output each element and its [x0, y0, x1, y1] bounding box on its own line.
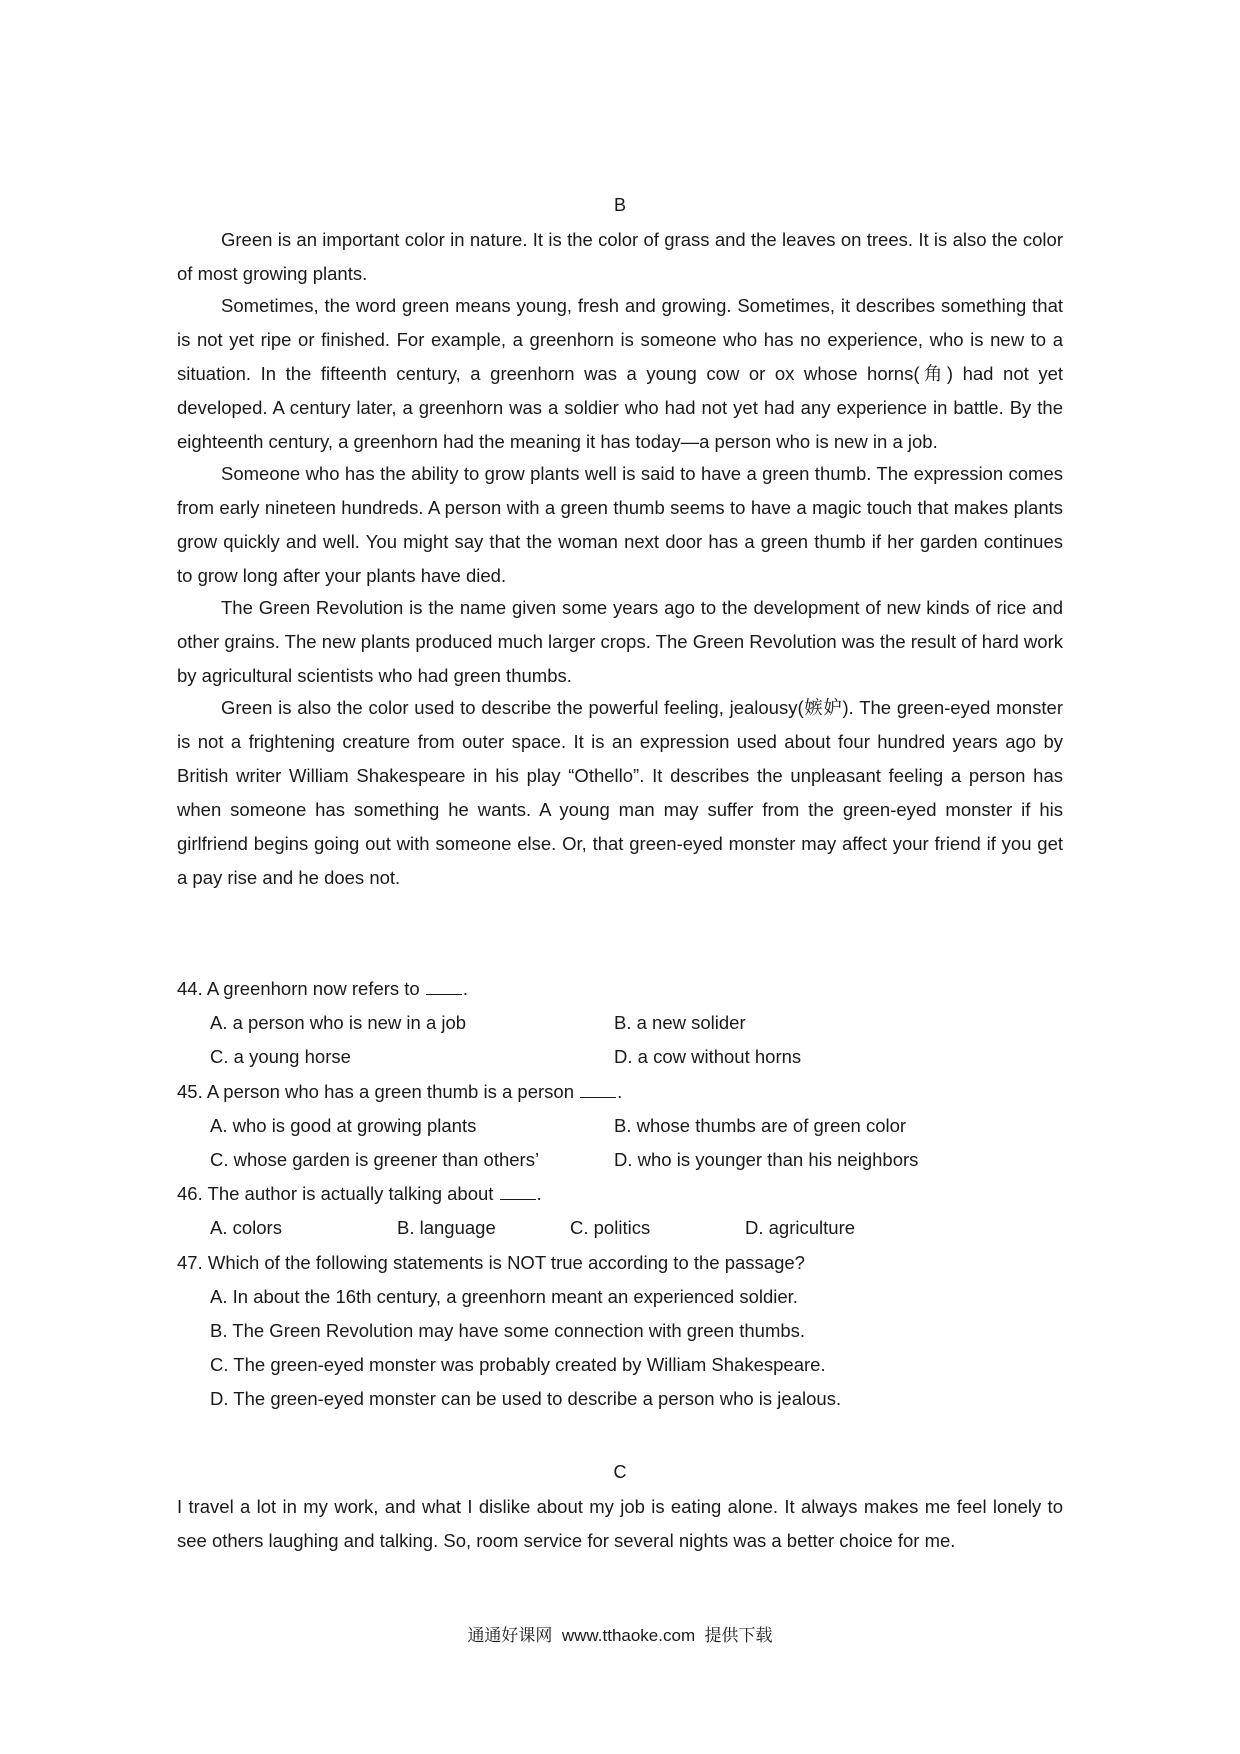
passage-paragraph: Sometimes, the word green means young, fresh and growing. Sometimes, it describes something that is not yet ripe or finished. For example, a greenhorn is someone who has no experience, who is new to a situation. In the fifteenth century, a greenhorn was a young cow or ox whose horns(角) had not yet developed. A century later, a greenhorn was a soldier who had not yet had any experience in battle. By the eighteenth century, a greenhorn had the meaning it has today—a person who is new in a job. [177, 295, 1063, 452]
question-44-options-row-1 [177, 1006, 1077, 1040]
passage-paragraph: Green is an important color in nature. It is the color of grass and the leaves on trees. It is also the color of most growing plants. [177, 229, 1063, 284]
question-44-option-b[interactable]: B. a new solider [614, 1012, 746, 1034]
question-47 [177, 1246, 1077, 1280]
page-footer[interactable]: 通通好课网 www.tthaoke.com 提供下载 [467, 1626, 773, 1645]
question-45 [177, 1075, 1077, 1109]
question-44-option-d[interactable]: D. a cow without horns [614, 1046, 802, 1068]
question-44-option-a[interactable]: A. a person who is new in a job [210, 1012, 467, 1034]
passage-paragraph: Someone who has the ability to grow plants well is said to have a green thumb. The expression comes from early nineteen hundreds. A person with a green thumb seems to have a magic touch that makes plants grow quickly and well. You might say that the woman next door has a green thumb if her garden continues to grow long after your plants have died. [177, 463, 1063, 586]
passage-paragraph: Green is also the color used to describe the powerful feeling, jealousy(嫉妒). The green-eyed monster is not a frightening creature from outer space. It is an expression used about four hundred years ago by British writer William Shakespeare in his play “Othello”. It describes the unpleasant feeling a person has when someone has something he wants. A young man may suffer from the green-eyed monster if his girlfriend begins going out with someone else. Or, that green-eyed monster may affect your friend if you get a pay rise and he does not. [177, 697, 1063, 888]
question-44-option-c[interactable]: C. a young horse [210, 1046, 351, 1068]
section-b-passage [177, 223, 1063, 895]
question-44 [177, 972, 1077, 1006]
question-45-option-b[interactable]: B. whose thumbs are of green color [614, 1114, 907, 1136]
question-45-options-row-2 [177, 1143, 1077, 1177]
section-b-heading: B [613, 195, 626, 215]
question-47-option-b[interactable]: B. The Green Revolution may have some connection with green thumbs. [210, 1319, 806, 1341]
question-45-option-a[interactable]: A. who is good at growing plants [210, 1114, 477, 1136]
answer-blank [580, 1081, 616, 1098]
answer-blank [500, 1183, 536, 1200]
question-45-options-row-1 [177, 1109, 1077, 1143]
question-45-option-d[interactable]: D. who is younger than his neighbors [614, 1148, 919, 1170]
question-47-options-row-2 [177, 1314, 1077, 1348]
question-end-punct: . [462, 978, 468, 999]
question-47-options-row-3 [177, 1348, 1077, 1382]
passage-paragraph: The Green Revolution is the name given some years ago to the development of new kinds of rice and other grains. The new plants produced much larger crops. The Green Revolution was the result of hard work by agricultural scientists who had green thumbs. [177, 597, 1063, 686]
question-47-option-d[interactable]: D. The green-eyed monster can be used to describe a person who is jealous. [210, 1388, 842, 1410]
question-47-stem: 47. Which of the following statements is NOT true according to the passage? [177, 1251, 805, 1273]
section-c-passage [177, 1490, 1063, 1558]
question-46-option-a[interactable]: A. colors [210, 1217, 282, 1239]
question-list [177, 972, 1077, 1417]
answer-blank [426, 978, 462, 995]
question-46-option-b[interactable]: B. language [397, 1217, 496, 1239]
section-c-heading: C [613, 1462, 627, 1482]
question-46-stem: 46. The author is actually talking about [177, 1183, 494, 1205]
question-44-options-row-2 [177, 1040, 1077, 1074]
question-46-options-row [177, 1211, 1077, 1245]
question-45-option-c[interactable]: C. whose garden is greener than others’ [210, 1148, 540, 1170]
question-end-punct: . [536, 1183, 542, 1205]
question-44-stem: 44. A greenhorn now refers to [177, 978, 420, 999]
question-47-options-row-4 [177, 1382, 1077, 1416]
passage-paragraph: I travel a lot in my work, and what I dislike about my job is eating alone. It always makes me feel lonely to see others laughing and talking. So, room service for several nights was a better choice for me. [177, 1496, 1063, 1551]
question-47-options-row-1 [177, 1280, 1077, 1314]
question-end-punct: . [617, 1080, 623, 1102]
question-46-option-c[interactable]: C. politics [570, 1217, 651, 1239]
question-47-option-c[interactable]: C. The green-eyed monster was probably created by William Shakespeare. [210, 1354, 826, 1376]
question-46-option-d[interactable]: D. agriculture [745, 1217, 856, 1239]
question-46 [177, 1177, 1077, 1211]
question-45-stem: 45. A person who has a green thumb is a person [177, 1080, 574, 1102]
question-47-option-a[interactable]: A. In about the 16th century, a greenhorn meant an experienced soldier. [210, 1285, 798, 1307]
